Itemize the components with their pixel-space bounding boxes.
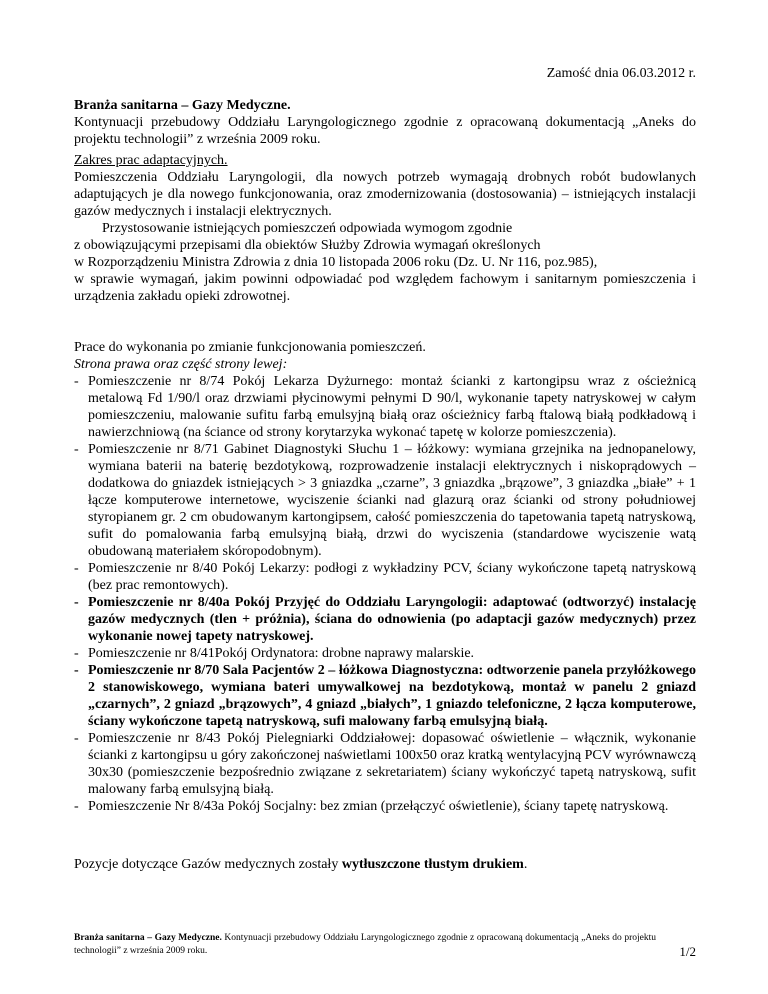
footer-title: Branża sanitarna – Gazy Medyczne. bbox=[74, 933, 222, 943]
document-title: Branża sanitarna – Gazy Medyczne. bbox=[74, 98, 291, 113]
note-paragraph bbox=[74, 856, 696, 873]
document-date: Zamość dnia 06.03.2012 r. bbox=[546, 66, 696, 81]
zakres-paragraph-1: Pomieszczenia Oddziału Laryngologii, dla nowych potrzeb wymagają drobnych robót budowlanych adaptujących je dla nowego funkcjonowania, oraz zmodernizowania (dostosowania) – istniejących instalacji gazów medycznych i instalacji elektrycznych. bbox=[74, 170, 696, 219]
work-item: - Pomieszczenie nr 8/43 Pokój Pielegniarki Oddziałowej: dopasować oświetlenie – włącznik, wykonanie ścianki z kartongipsu u góry zakończonej naświetlami 100x50 oraz kratką wentylacyjną PCV wyrównawczą 30x30 (pomieszczenie bezpośrednio związane z sekretariatem) ściany wykończyć tapetą natryskową, sufit malowany farbą emulsyjną białą. bbox=[74, 730, 696, 798]
note-bold-text: wytłuszczone tłustym drukiem bbox=[341, 857, 524, 872]
work-item-medical-gas: - Pomieszczenie nr 8/40a Pokój Przyjęć do Oddziału Laryngologii: adaptować (odtworzyć) instalację gazów medycznych (tlen + próżnia), ściana do odnowienia (po adaptacji gazów medycznych) przez wykonanie nowej tapety natryskowej. bbox=[74, 594, 696, 645]
page-number: 1/2 bbox=[679, 944, 696, 959]
prace-subheading: Strona prawa oraz część strony lewej: bbox=[74, 357, 288, 372]
work-item: - Pomieszczenie nr 8/41Pokój Ordynatora: drobne naprawy malarskie. bbox=[74, 645, 696, 662]
prace-heading: Prace do wykonania po zmianie funkcjonowania pomieszczeń. bbox=[74, 340, 426, 355]
work-item: - Pomieszczenie nr 8/74 Pokój Lekarza Dyżurnego: montaż ścianki z kartongipsu wraz z ościeżnicą metalową Fd 1/90/l oraz drzwiami płycinowymi pełnymi D 90/l, wykonanie tapety natryskowej w całym pomieszczeniu, malowanie sufitu farbą emulsyjną białą oraz ościeżnicy farbą ftalową białą podkładową i nawierzchniową (na ściance od strony korytarzyka wykonać tapetę w kolorze pomieszczenia). bbox=[74, 373, 696, 441]
work-item-medical-gas: - Pomieszczenie nr 8/70 Sala Pacjentów 2 – łóżkowa Diagnostyczna: odtworzenie panela przyłóżkowego 2 stanowiskowego, wymiana bateri umywalkowej na bezdotykową, montaż w panelu 2 gniazd „czarnych”, 2 gniazd „brązowych”, 4 gniazd „białych”, 1 gniazdo telefoniczne, 2 łącza komputerowe, ściany wykończone tapetą natryskową, sufi malowany farbą emulsyjną białą. bbox=[74, 662, 696, 730]
footer-text: Kontynuacji przebudowy Oddziału Laryngologicznego zgodnie z opracowaną dokumentacją „Aneks do projektu technologii” z września 2009 roku. bbox=[74, 933, 657, 956]
work-item: - Pomieszczenie Nr 8/43a Pokój Socjalny: bez zmian (przełączyć oświetlenie), ściany tapetę natryskową. bbox=[74, 798, 696, 815]
prace-section bbox=[74, 339, 696, 815]
page-footer bbox=[74, 932, 696, 958]
document-subtitle: Kontynuacji przebudowy Oddziału Laryngologicznego zgodnie z opracowaną dokumentacją „Aneks do projektu technologii” z września 2009 roku. bbox=[74, 115, 696, 147]
note-text: Pozycje dotyczące Gazów medycznych zostały bbox=[74, 857, 342, 872]
header-section bbox=[74, 97, 696, 148]
zakres-paragraph-2-line-2: z obowiązującymi przepisami dla obiektów Służby Zdrowia wymagań określonych bbox=[74, 238, 541, 253]
work-items-list bbox=[74, 373, 696, 815]
zakres-paragraph-2-line-4: w sprawie wymagań, jakim powinni odpowiadać pod względem fachowym i sanitarnym pomieszczenia i urządzenia zakładu opieki zdrowotnej. bbox=[74, 272, 696, 304]
zakres-paragraph-2-line-3: w Rozporządzeniu Ministra Zdrowia z dnia 10 listopada 2006 roku (Dz. U. Nr 116, poz.985), bbox=[74, 255, 598, 270]
note-end: . bbox=[523, 857, 528, 872]
zakres-heading: Zakres prac adaptacyjnych. bbox=[74, 153, 228, 168]
zakres-paragraph-2-line-1: Przystosowanie istniejących pomieszczeń odpowiada wymogom zgodnie bbox=[102, 221, 513, 236]
work-item: - Pomieszczenie nr 8/40 Pokój Lekarzy: podłogi z wykładziny PCV, ściany wykończone tapetą natryskową (bez prac remontowych). bbox=[74, 560, 696, 594]
zakres-section bbox=[74, 152, 696, 305]
work-item: - Pomieszczenie nr 8/71 Gabinet Diagnostyki Słuchu 1 – łóżkowy: wymiana grzejnika na jednopanelowy, wymiana baterii na baterię bezdotykową, rozprowadzenie instalacji elektrycznych i niskoprądowych – dodatkowa do gniazdek istniejących > 3 gniazdka „czarne”, 3 gniazdka „brązowe”, 3 gniazdka „białe” + 1 łącze komputerowe internetowe, wyciszenie ścianki nad glazurą oraz ścianki od strony południowej styropianem gr. 2 cm obudowanym kartongipsem, całość pomieszczenia do tapetowania tapetą natryskową, sufit do pomalowania farbą emulsyjną białą, drzwi do wyciszenia (standardowe wyciszenie watą obudowaną materiałem skóropodobnym). bbox=[74, 441, 696, 560]
